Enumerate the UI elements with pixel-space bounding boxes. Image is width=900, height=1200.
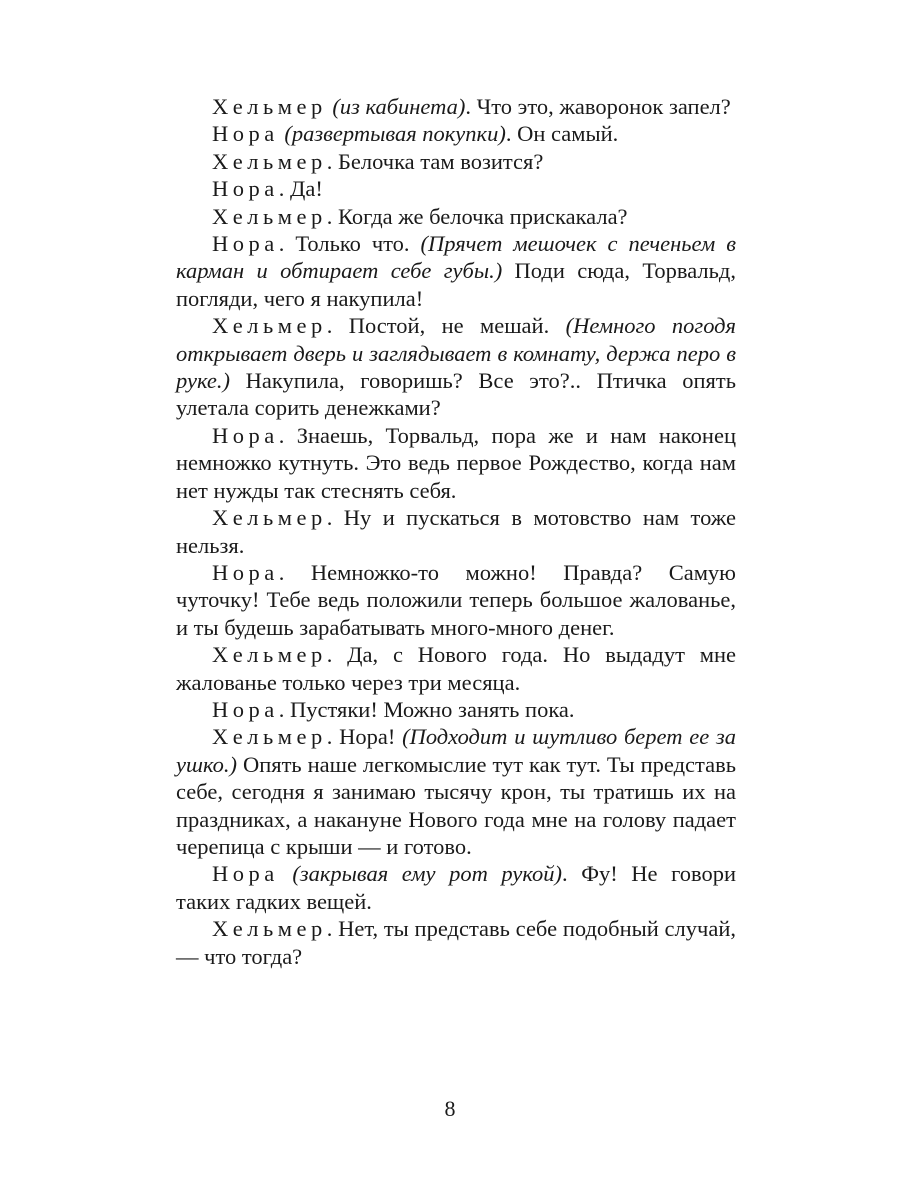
dialogue-paragraph — [176, 203, 736, 230]
dialogue-text: . Немножко-то можно! Правда? Самую чуточку! Тебе ведь положили теперь большое жалованье, и ты будешь зарабатывать много-много денег. — [176, 559, 736, 640]
stage-direction: (из кабинета) — [332, 94, 466, 119]
dialogue-paragraph — [176, 148, 736, 175]
dialogue-text: . Да, с Нового года. Но выдадут мне жалованье только через три месяца. — [176, 642, 736, 695]
speaker-name: Нора — [212, 559, 279, 585]
speaker-name: Нора — [212, 422, 279, 448]
dialogue-paragraph — [176, 915, 736, 970]
dialogue-text: . Он самый. — [505, 121, 619, 147]
dialogue-paragraph — [176, 312, 736, 422]
speaker-name: Хельмер — [212, 724, 327, 750]
dialogue-text: . Ну и пускаться в мотовство нам тоже нельзя. — [176, 505, 736, 558]
dialogue-paragraph — [176, 230, 736, 312]
dialogue-paragraph — [176, 860, 736, 915]
book-page-text — [176, 93, 736, 970]
speaker-name: Нора — [212, 121, 279, 147]
speaker-name: Хельмер — [212, 203, 327, 229]
speaker-name: Нора — [212, 861, 279, 887]
speaker-name: Нора — [212, 696, 279, 722]
dialogue-text — [279, 861, 293, 886]
dialogue-paragraph — [176, 641, 736, 696]
dialogue-text: . Фу! Не говори таких гадких вещей. — [176, 861, 737, 914]
dialogue-text: . Пустяки! Можно занять пока. — [278, 696, 575, 722]
dialogue-text: . Только что. — [278, 231, 421, 257]
speaker-name: Нора — [212, 176, 279, 202]
dialogue-text: . Когда же белочка прискакала? — [326, 203, 628, 229]
stage-direction: (Прячет мешочек с печеньем в карман и обтирает себе губы.) — [176, 231, 737, 284]
dialogue-paragraph — [176, 93, 736, 120]
dialogue-paragraph — [176, 422, 736, 504]
dialogue-paragraph — [176, 559, 736, 641]
dialogue-text: . Нет, ты представь себе подобный случай, — что тогда? — [176, 916, 736, 969]
dialogue-text: Накупила, говоришь? Все это?.. Птичка опять улетала сорить денежками? — [176, 368, 736, 421]
stage-direction: (закрывая ему рот рукой) — [292, 861, 562, 887]
speaker-name: Хельмер — [212, 505, 327, 531]
dialogue-text: . Что это, жаворонок запел? — [465, 94, 731, 119]
speaker-name: Нора — [212, 231, 279, 257]
dialogue-paragraph — [176, 504, 736, 559]
dialogue-paragraph — [176, 120, 736, 147]
dialogue-text: . Нора! — [326, 724, 403, 750]
dialogue-paragraph — [176, 696, 736, 723]
speaker-name: Хельмер — [212, 148, 327, 174]
dialogue-paragraph — [176, 723, 736, 860]
speaker-name: Хельмер — [212, 642, 327, 668]
speaker-name: Хельмер — [212, 94, 327, 119]
dialogue-text: . Постой, не мешай. — [326, 313, 566, 339]
dialogue-text: . Знаешь, Торвальд, пора же и нам наконец немножко кутнуть. Это ведь первое Рождество, когда нам нет нужды так стеснять себя. — [176, 422, 736, 503]
dialogue-text: Поди сюда, Торвальд, погляди, чего я накупила! — [176, 258, 736, 311]
stage-direction: (Подходит и шутливо берет ее за ушко.) — [176, 724, 736, 777]
speaker-name: Хельмер — [212, 916, 327, 942]
dialogue-text: . Да! — [278, 176, 323, 202]
stage-direction: (развертывая покупки) — [284, 121, 506, 147]
page-number: 8 — [444, 1096, 456, 1121]
dialogue-text: . Белочка там возится? — [326, 148, 544, 174]
dialogue-text: Опять наше легкомыслие тут как тут. Ты представь себе, сегодня я занимаю тысячу крон, ты тратишь их на праздниках, а накануне Нового года мне на голову падает черепица с крыши — и готово. — [176, 751, 736, 859]
dialogue-paragraph — [176, 175, 736, 202]
speaker-name: Хельмер — [212, 313, 327, 339]
stage-direction: (Немного погодя открывает дверь и заглядывает в комнату, держа перо в руке.) — [176, 313, 736, 394]
